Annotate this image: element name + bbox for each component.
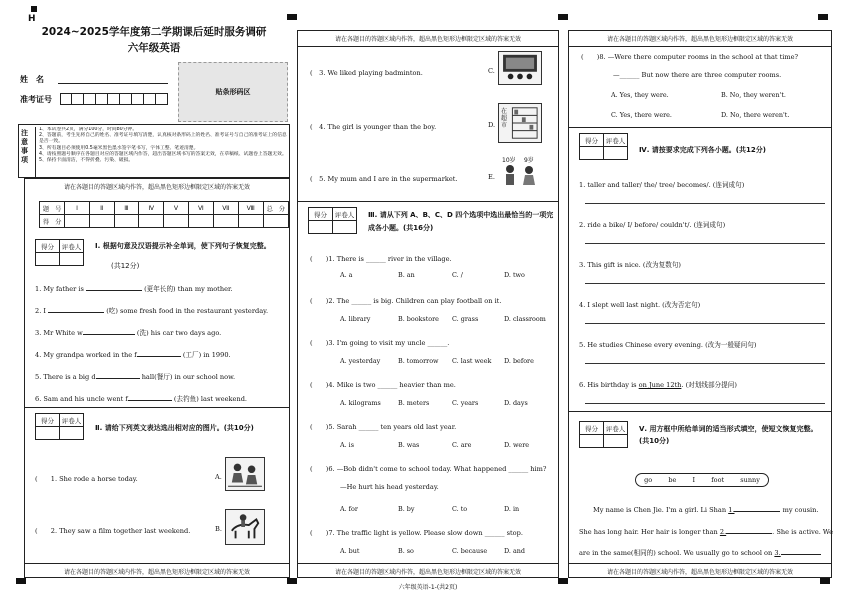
section-divider bbox=[569, 411, 831, 412]
s3-option[interactable]: A. yesterday bbox=[340, 357, 381, 365]
s4-item: 2. ride a bike/ I/ before/ couldn't/. (连词成句) bbox=[579, 221, 726, 229]
score-header: Ⅶ bbox=[213, 202, 238, 215]
s3-option[interactable]: C. years bbox=[452, 399, 479, 407]
section-4-title: Ⅳ. 请按要求完成下列各小题。(共12分) bbox=[639, 146, 766, 154]
s1-item: 1. My father is (更年长的) than my mother. bbox=[35, 285, 233, 293]
grader-name-label: 评卷人 bbox=[60, 414, 84, 427]
registration-mark bbox=[287, 578, 297, 584]
score-cell[interactable] bbox=[164, 215, 189, 228]
notice-item: 5、保持卡面清洁，不得折叠、污染、破损。 bbox=[39, 158, 134, 164]
grader-score-label: 得分 bbox=[309, 208, 333, 221]
grader-box bbox=[35, 239, 84, 266]
s4-item: 5. He studies Chinese every evening. (改为一般疑问句) bbox=[579, 341, 757, 349]
s2-item: ( 4. The girl is younger than the boy. bbox=[310, 123, 437, 131]
section-divider bbox=[298, 201, 558, 202]
score-header: Ⅱ bbox=[89, 202, 114, 215]
s3-option[interactable]: A. library bbox=[340, 315, 371, 323]
corner-letter: H bbox=[28, 14, 36, 24]
answer-area-warning: 请在各题目的答题区域内作答，超出黑色矩形边框限定区域的答案无效 bbox=[63, 184, 250, 191]
score-header: Ⅷ bbox=[238, 202, 263, 215]
exam-no-label: 准考证号 bbox=[20, 95, 52, 104]
score-cell[interactable] bbox=[89, 215, 114, 228]
s1-item: 4. My grandpa worked in the f (工厂) in 1990. bbox=[35, 351, 231, 359]
barcode-area bbox=[178, 62, 288, 122]
grader-score-cell[interactable] bbox=[580, 147, 604, 160]
pic-label-a: A. bbox=[215, 473, 222, 481]
section-1-title: Ⅰ. 根据句意及汉语提示补全单词，使下列句子恢复完整。 bbox=[95, 242, 271, 250]
s3-question: ( )2. The ______ is big. Children can play football on it. bbox=[310, 297, 502, 305]
grader-name-label: 评卷人 bbox=[604, 422, 628, 435]
s3-option[interactable]: A. a bbox=[340, 271, 353, 279]
girl-age: 9岁 bbox=[524, 157, 534, 164]
s4-answer-line[interactable] bbox=[585, 323, 825, 324]
grader-score-label: 得分 bbox=[580, 422, 604, 435]
s4-answer-line[interactable] bbox=[585, 363, 825, 364]
s3-question: ( )5. Sarah ______ ten years old last year. bbox=[310, 423, 457, 431]
score-header: Ⅴ bbox=[164, 202, 189, 215]
s3-option[interactable]: C. to bbox=[452, 505, 468, 513]
score-header: Ⅲ bbox=[114, 202, 139, 215]
s4-answer-line[interactable] bbox=[585, 243, 825, 244]
s3-option[interactable]: B. No, they weren't. bbox=[721, 91, 786, 99]
s2-item: ( 3. We liked playing badminton. bbox=[310, 69, 423, 77]
grader-name-label: 评卷人 bbox=[604, 134, 628, 147]
registration-mark bbox=[31, 6, 37, 12]
registration-mark bbox=[558, 14, 568, 20]
grader-name-cell[interactable] bbox=[604, 435, 628, 448]
s3-option[interactable]: B. an bbox=[398, 271, 415, 279]
grader-name-cell[interactable] bbox=[604, 147, 628, 160]
s4-item: 3. This gift is nice. (改为复数句) bbox=[579, 261, 681, 269]
pic-label-d: D. bbox=[488, 121, 496, 129]
s1-item: 6. Sam and his uncle went f (去钓鱼) last weekend. bbox=[35, 395, 248, 403]
score-row-label: 得 分 bbox=[40, 215, 65, 228]
registration-mark bbox=[558, 578, 568, 584]
score-header: Ⅵ bbox=[188, 202, 213, 215]
passage-line: are in the same(相同的) school. We usually go to school on 3. bbox=[579, 547, 821, 557]
answer-area-warning: 请在各题目的答题区域内作答，超出黑色矩形边框限定区域的答案无效 bbox=[298, 563, 558, 576]
grader-name-label: 评卷人 bbox=[60, 240, 84, 253]
s1-item: 3. Mr White w (洗) his car two days ago. bbox=[35, 329, 222, 337]
grader-box bbox=[579, 133, 628, 160]
s4-item: 6. His birthday is on June 12th. (对划线部分提问) bbox=[579, 381, 737, 389]
pic-label-e: E. bbox=[488, 173, 495, 181]
grader-score-cell[interactable] bbox=[309, 221, 333, 234]
grader-name-cell[interactable] bbox=[60, 253, 84, 266]
column-3-frame bbox=[568, 30, 832, 578]
grader-score-cell[interactable] bbox=[36, 253, 60, 266]
exam-subtitle: 六年级英语 bbox=[127, 42, 181, 54]
score-cell[interactable] bbox=[65, 215, 90, 228]
s3-option[interactable]: B. was bbox=[398, 441, 420, 449]
pic-label-b: B. bbox=[215, 525, 222, 533]
s3-option[interactable]: D. and bbox=[504, 547, 525, 555]
notice-items bbox=[35, 127, 287, 177]
horse-riding-picture bbox=[225, 457, 265, 491]
section-3-title: Ⅲ. 请从下列 A、B、C、D 四个选项中选出最恰当的一项完成各小题。(共16分) bbox=[368, 211, 554, 232]
score-header: Ⅰ bbox=[65, 202, 90, 215]
s4-answer-line[interactable] bbox=[585, 283, 825, 284]
s3-option[interactable]: A. for bbox=[340, 505, 358, 513]
s3-question: ( )3. I'm going to visit my uncle ______. bbox=[310, 339, 450, 347]
section-divider bbox=[25, 407, 289, 408]
answer-area-warning: 请在各题目的答题区域内作答，超出黑色矩形边框限定区域的答案无效 bbox=[25, 563, 289, 576]
supermarket-sign: 在超市 bbox=[501, 108, 508, 129]
s3-option[interactable]: C. Yes, there were. bbox=[611, 111, 672, 119]
s3-option[interactable]: B. tomorrow bbox=[398, 357, 439, 365]
s3-option[interactable]: D. before bbox=[504, 357, 534, 365]
s4-answer-line[interactable] bbox=[585, 203, 825, 204]
grader-score-cell[interactable] bbox=[36, 427, 60, 440]
word-option: I bbox=[692, 476, 696, 484]
s3-option[interactable]: B. meters bbox=[398, 399, 430, 407]
s3-option[interactable]: C. are bbox=[452, 441, 472, 449]
grader-name-cell[interactable] bbox=[60, 427, 84, 440]
barcode-area-label: 贴条形码区 bbox=[215, 88, 251, 96]
notice-item: 2、答题前，考生先将自己的姓名、准考证号填写清楚，认真核对条形码上的姓名、准考证号与自己的准考证上的信息是否一致。 bbox=[39, 133, 287, 145]
notice-item: 1、本试卷共2页，满分100分，时间80分钟。 bbox=[39, 127, 138, 132]
s3-option[interactable]: C. last week bbox=[452, 357, 492, 365]
horse-riding-picture bbox=[225, 509, 265, 545]
word-option: go bbox=[644, 476, 653, 484]
section-divider bbox=[569, 127, 831, 128]
registration-mark bbox=[16, 578, 26, 584]
s3-question: ( )7. The traffic light is yellow. Please slow down ______ stop. bbox=[310, 529, 523, 537]
s2-item: ( 5. My mum and I are in the supermarket. bbox=[310, 175, 458, 183]
section-2-title: Ⅱ. 请给下列英文表达选出相对应的图片。(共10分) bbox=[95, 424, 254, 432]
boy-age: 10岁 bbox=[502, 157, 516, 164]
registration-mark bbox=[820, 578, 830, 584]
score-cell[interactable] bbox=[213, 215, 238, 228]
s2-item: ( 1. She rode a horse today. bbox=[35, 475, 138, 483]
grader-box bbox=[579, 421, 628, 448]
notice-item: 3、所有题目必须使用0.5毫米黑色墨水签字笔书写，字体工整、笔迹清楚。 bbox=[39, 145, 199, 151]
s3-option[interactable]: C. / bbox=[452, 271, 463, 279]
s3-option[interactable]: A. kilograms bbox=[340, 399, 381, 407]
cinema-picture bbox=[498, 51, 542, 85]
score-cell[interactable] bbox=[238, 215, 263, 228]
s3-option[interactable]: D. in bbox=[504, 505, 520, 513]
s3-option[interactable]: D. two bbox=[504, 271, 525, 279]
section-1-points: (共12分) bbox=[111, 262, 140, 270]
score-table bbox=[39, 201, 289, 228]
notice-item: 4、请按照题号顺序在各题目对应的答题区域内作答，超出答题区域书写的答案无效，在草稿纸、试题卷上答题无效。 bbox=[39, 151, 287, 157]
passage-line: She has long hair. Her hair is longer than 2. . She is active. We bbox=[579, 528, 834, 536]
s1-item: 2. I (吃) some fresh food in the restaurant yesterday. bbox=[35, 307, 269, 315]
column-1-frame bbox=[24, 178, 290, 578]
s3-option[interactable]: B. by bbox=[398, 505, 415, 513]
grader-score-label: 得分 bbox=[580, 134, 604, 147]
s3-question: ( )4. Mike is two ______ heavier than me. bbox=[310, 381, 456, 389]
s3-question: ( )6. —Bob didn't come to school today. What happened ______ him? bbox=[310, 465, 547, 473]
s4-answer-line[interactable] bbox=[585, 403, 825, 404]
s3-option[interactable]: C. because bbox=[452, 547, 488, 555]
supermarket-picture bbox=[498, 103, 542, 143]
exam-title: 2024~2025学年度第二学期课后延时服务调研 bbox=[41, 26, 267, 38]
score-header: 总 分 bbox=[263, 202, 288, 215]
s3-option[interactable]: C. grass bbox=[452, 315, 479, 323]
s3-question-reply: —He hurt his head yesterday. bbox=[340, 483, 439, 491]
answer-area-warning: 请在各题目的答题区域内作答，超出黑色矩形边框限定区域的答案无效 bbox=[298, 34, 558, 47]
name-label: 姓 名 bbox=[20, 75, 44, 84]
grader-name-cell[interactable] bbox=[333, 221, 357, 234]
s3-question: ( )8. —Were there computer rooms in the school at that time? bbox=[581, 53, 799, 61]
grader-score-label: 得分 bbox=[36, 240, 60, 253]
notice-label: 注意事项 bbox=[21, 129, 28, 164]
grader-score-label: 得分 bbox=[36, 414, 60, 427]
score-cell[interactable] bbox=[263, 215, 288, 228]
s1-item: 5. There is a big d hall(餐厅) in our school now. bbox=[35, 373, 236, 381]
s3-question: ( )1. There is ______ river in the village. bbox=[310, 255, 452, 263]
answer-area-warning: 请在各题目的答题区域内作答，超出黑色矩形边框限定区域的答案无效 bbox=[569, 563, 831, 576]
s3-option[interactable]: B. so bbox=[398, 547, 414, 555]
grader-box bbox=[35, 413, 84, 440]
score-cell[interactable] bbox=[188, 215, 213, 228]
score-header: Ⅳ bbox=[139, 202, 164, 215]
word-option: sunny bbox=[740, 476, 760, 484]
s3-option[interactable]: D. were bbox=[504, 441, 530, 449]
s3-option[interactable]: D. days bbox=[504, 399, 528, 407]
word-option: foot bbox=[711, 476, 725, 484]
score-cell[interactable] bbox=[139, 215, 164, 228]
word-box bbox=[635, 473, 769, 487]
pic-label-c: C. bbox=[488, 67, 495, 75]
s4-item: 4. I slept well last night. (改为否定句) bbox=[579, 301, 701, 309]
s3-option[interactable]: A. but bbox=[340, 547, 360, 555]
name-field[interactable] bbox=[58, 83, 168, 84]
grader-name-label: 评卷人 bbox=[333, 208, 357, 221]
s3-option[interactable]: A. Yes, they were. bbox=[611, 91, 669, 99]
s3-question-reply: —______ But now there are three computer rooms. bbox=[613, 71, 782, 79]
s3-option[interactable]: A. is bbox=[340, 441, 355, 449]
grader-box bbox=[308, 207, 357, 234]
grader-score-cell[interactable] bbox=[580, 435, 604, 448]
s2-item: ( 2. They saw a film together last weekend. bbox=[35, 527, 191, 535]
s3-option[interactable]: D. classroom bbox=[504, 315, 546, 323]
notice-box bbox=[18, 124, 290, 178]
s4-item: 1. taller and taller/ the/ tree/ becomes/. (连词成句) bbox=[579, 181, 745, 189]
s3-option[interactable]: B. bookstore bbox=[398, 315, 439, 323]
registration-mark bbox=[818, 14, 828, 20]
page-footer: 六年级英语-1-(共2页) bbox=[398, 584, 458, 591]
header-block bbox=[18, 14, 290, 182]
score-header: 题 号 bbox=[40, 202, 65, 215]
column-2-frame bbox=[297, 30, 559, 578]
word-option: be bbox=[668, 476, 677, 484]
exam-no-boxes[interactable] bbox=[60, 93, 168, 105]
score-cell[interactable] bbox=[114, 215, 139, 228]
s3-option[interactable]: D. No, there weren't. bbox=[721, 111, 790, 119]
answer-area-warning: 请在各题目的答题区域内作答，超出黑色矩形边框限定区域的答案无效 bbox=[569, 34, 831, 47]
boy-girl-age-picture bbox=[498, 155, 542, 193]
section-5-title: Ⅴ. 用方框中所给单词的适当形式填空，使短文恢复完整。(共10分) bbox=[639, 425, 818, 445]
passage-line: My name is Chen Jie. I'm a girl. Li Shan 1. my cousin. bbox=[593, 506, 819, 514]
